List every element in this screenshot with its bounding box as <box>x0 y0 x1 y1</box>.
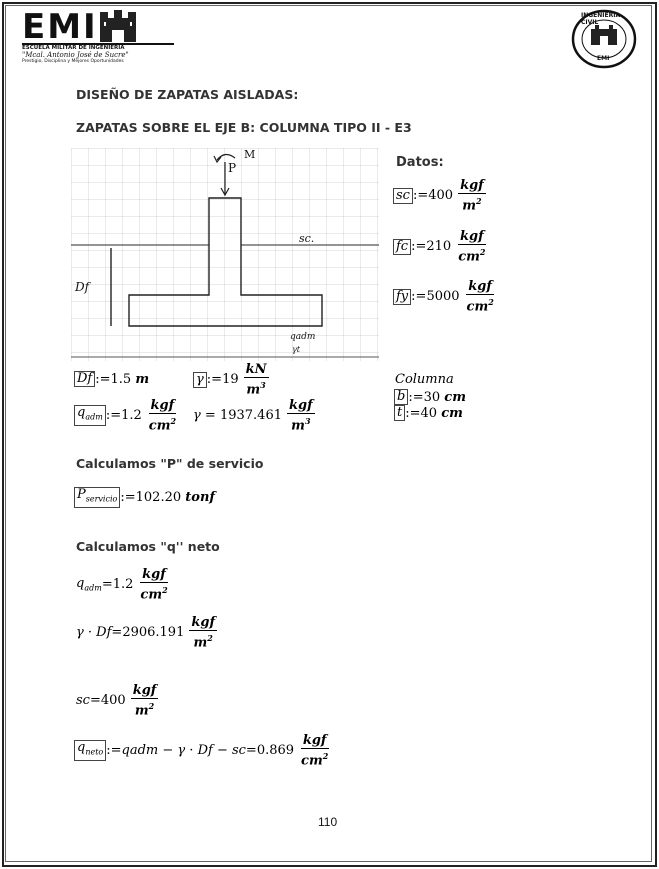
q-neto-formula <box>74 733 330 768</box>
datos-fc <box>393 229 487 264</box>
emi-logo-line2: "Mcal. Antonio José de Sucre" <box>22 51 129 59</box>
df-op: := <box>95 371 111 387</box>
q-neto-unit-den: cm <box>301 753 323 769</box>
q-adm-op: = <box>101 577 113 593</box>
gamma-kgf-unit-den: m <box>291 418 305 434</box>
castle-icon <box>100 10 136 42</box>
footing-diagram <box>71 148 379 361</box>
param-gamma-kgf <box>193 398 315 433</box>
fc-var: fc <box>393 239 411 255</box>
sc-value: 400 <box>428 188 454 204</box>
gdf-value: 2906.191 <box>122 625 185 641</box>
df-unit: m <box>135 371 150 387</box>
t-value: 40 <box>420 405 438 421</box>
civil-engineering-seal <box>571 9 637 69</box>
fy-unit-num: kgf <box>468 279 492 294</box>
p-value: 102.20 <box>135 489 182 505</box>
sc2-value: 400 <box>100 693 126 709</box>
seal-top-text: INGENIERIA CIVIL <box>581 12 621 26</box>
fc-unit-exp: 2 <box>479 247 486 257</box>
b-unit: cm <box>444 389 466 405</box>
df-var: Df <box>74 371 95 387</box>
q-adm-sub: adm <box>84 583 102 593</box>
emi-logo-line1: ESCUELA MILITAR DE INGENIERIA <box>22 45 125 51</box>
b-value: 30 <box>423 389 441 405</box>
gamma-kgf-var: γ <box>193 408 201 424</box>
t-op: := <box>405 405 421 421</box>
q-adm-unit-num: kgf <box>142 567 166 582</box>
fy-unit-den: cm <box>466 299 489 315</box>
b-op: := <box>408 389 424 405</box>
footing-sketch <box>71 148 379 361</box>
fy-op: := <box>411 289 427 305</box>
gamma-df-formula <box>76 615 217 650</box>
fc-value: 210 <box>426 239 452 255</box>
title-eje-b: ZAPATAS SOBRE EL EJE B: COLUMNA TIPO II - E3 <box>76 120 412 135</box>
qadm-unit-exp: 2 <box>170 416 177 426</box>
t-var: t <box>394 405 405 421</box>
datos-fy <box>393 279 496 314</box>
qadm-unit-den: cm <box>148 418 171 434</box>
section-q-title: Calculamos "q'' neto <box>76 539 220 554</box>
q-neto-op2: = <box>245 743 257 759</box>
q-adm-var: q <box>76 576 85 592</box>
diagram-label-sc: sc. <box>299 232 315 245</box>
emi-logo-line3: Prestigio, Disciplina y Mejores Oportunidades <box>22 59 124 64</box>
fc-op: := <box>411 239 427 255</box>
gdf-op: = <box>111 625 123 641</box>
diagram-label-p: P <box>228 161 237 175</box>
gamma-kgf-unit-exp: 3 <box>304 416 311 426</box>
fy-unit-exp: 2 <box>488 297 494 307</box>
sc-unit-num: kgf <box>460 178 484 193</box>
p-op: := <box>120 489 136 505</box>
q-neto-unit-exp: 2 <box>322 751 329 761</box>
sc-var: sc <box>393 188 413 204</box>
sc2-unit-num: kgf <box>132 683 157 698</box>
q-adm-formula <box>76 567 170 602</box>
sc2-unit-exp: 2 <box>148 701 155 711</box>
emi-logo-text: EMI <box>22 7 98 47</box>
b-var: b <box>394 389 408 405</box>
gamma-kn-unit-num: kN <box>245 362 267 377</box>
emi-logo <box>22 7 174 64</box>
sc2-var: sc <box>76 693 90 709</box>
p-servicio-formula <box>74 487 215 508</box>
q-adm-value: 1.2 <box>112 577 134 593</box>
param-df <box>74 371 149 387</box>
gdf-unit-num: kgf <box>191 615 216 630</box>
q-neto-op: := <box>106 743 122 759</box>
gamma-kn-value: 19 <box>222 372 239 388</box>
q-adm-unit-exp: 2 <box>162 585 168 595</box>
columna-b <box>394 389 466 405</box>
datos-title: Datos: <box>396 155 444 170</box>
qadm-op: := <box>105 408 122 424</box>
q-neto-var: q <box>77 740 86 756</box>
columna-t <box>394 405 463 421</box>
q-adm-unit-den: cm <box>140 587 163 603</box>
page-number: 110 <box>318 815 338 829</box>
columna-title: Columna <box>395 372 454 387</box>
q-neto-unit-num: kgf <box>302 733 327 748</box>
sc2-op: = <box>89 693 101 709</box>
diagram-label-m: M <box>244 148 256 161</box>
title-zapatas-aisladas: DISEÑO DE ZAPATAS AISLADAS: <box>76 87 299 102</box>
sc2-unit-den: m <box>134 703 149 719</box>
q-neto-expr: qadm − γ · Df − sc <box>121 743 246 759</box>
diagram-label-gamma: γt <box>292 345 300 354</box>
gdf-lhs: γ · Df <box>76 625 112 641</box>
param-gamma-kn <box>193 362 269 397</box>
p-var: P <box>77 487 86 502</box>
param-qadm <box>74 398 178 433</box>
qadm-unit-num: kgf <box>150 398 175 413</box>
gamma-kgf-unit-num: kgf <box>289 398 313 413</box>
p-sub: servicio <box>85 494 118 504</box>
qadm-var: q <box>77 405 86 421</box>
gdf-unit-exp: 2 <box>207 633 213 643</box>
q-neto-value: 0.869 <box>256 743 295 759</box>
fy-var: fy <box>393 289 411 305</box>
gamma-kn-var: γ <box>193 372 207 388</box>
diagram-label-qadm: qadm <box>290 332 316 342</box>
sc-op: := <box>412 188 429 204</box>
qadm-value: 1.2 <box>121 408 142 424</box>
seal-bottom-text: EMI <box>597 55 610 62</box>
gamma-kn-op: := <box>206 372 223 388</box>
fc-unit-den: cm <box>458 249 480 265</box>
fy-value: 5000 <box>426 289 460 305</box>
qadm-sub: adm <box>85 412 103 422</box>
t-unit: cm <box>441 405 463 421</box>
gdf-unit-den: m <box>193 635 208 651</box>
diagram-label-df: Df <box>75 280 90 294</box>
sc-formula <box>76 683 158 718</box>
gamma-kn-unit-exp: 3 <box>260 380 266 390</box>
p-unit: tonf <box>185 489 216 505</box>
fc-unit-num: kgf <box>459 229 484 244</box>
gamma-kgf-op: = <box>204 408 216 424</box>
datos-sc <box>393 178 486 213</box>
gamma-kgf-value: 1937.461 <box>219 408 282 424</box>
sc-unit-den: m <box>462 198 476 214</box>
df-value: 1.5 <box>110 371 132 387</box>
section-p-title: Calculamos "P" de servicio <box>76 456 264 471</box>
q-neto-sub: neto <box>85 747 104 757</box>
sc-unit-exp: 2 <box>476 196 482 206</box>
gamma-kn-unit-den: m <box>246 382 261 398</box>
